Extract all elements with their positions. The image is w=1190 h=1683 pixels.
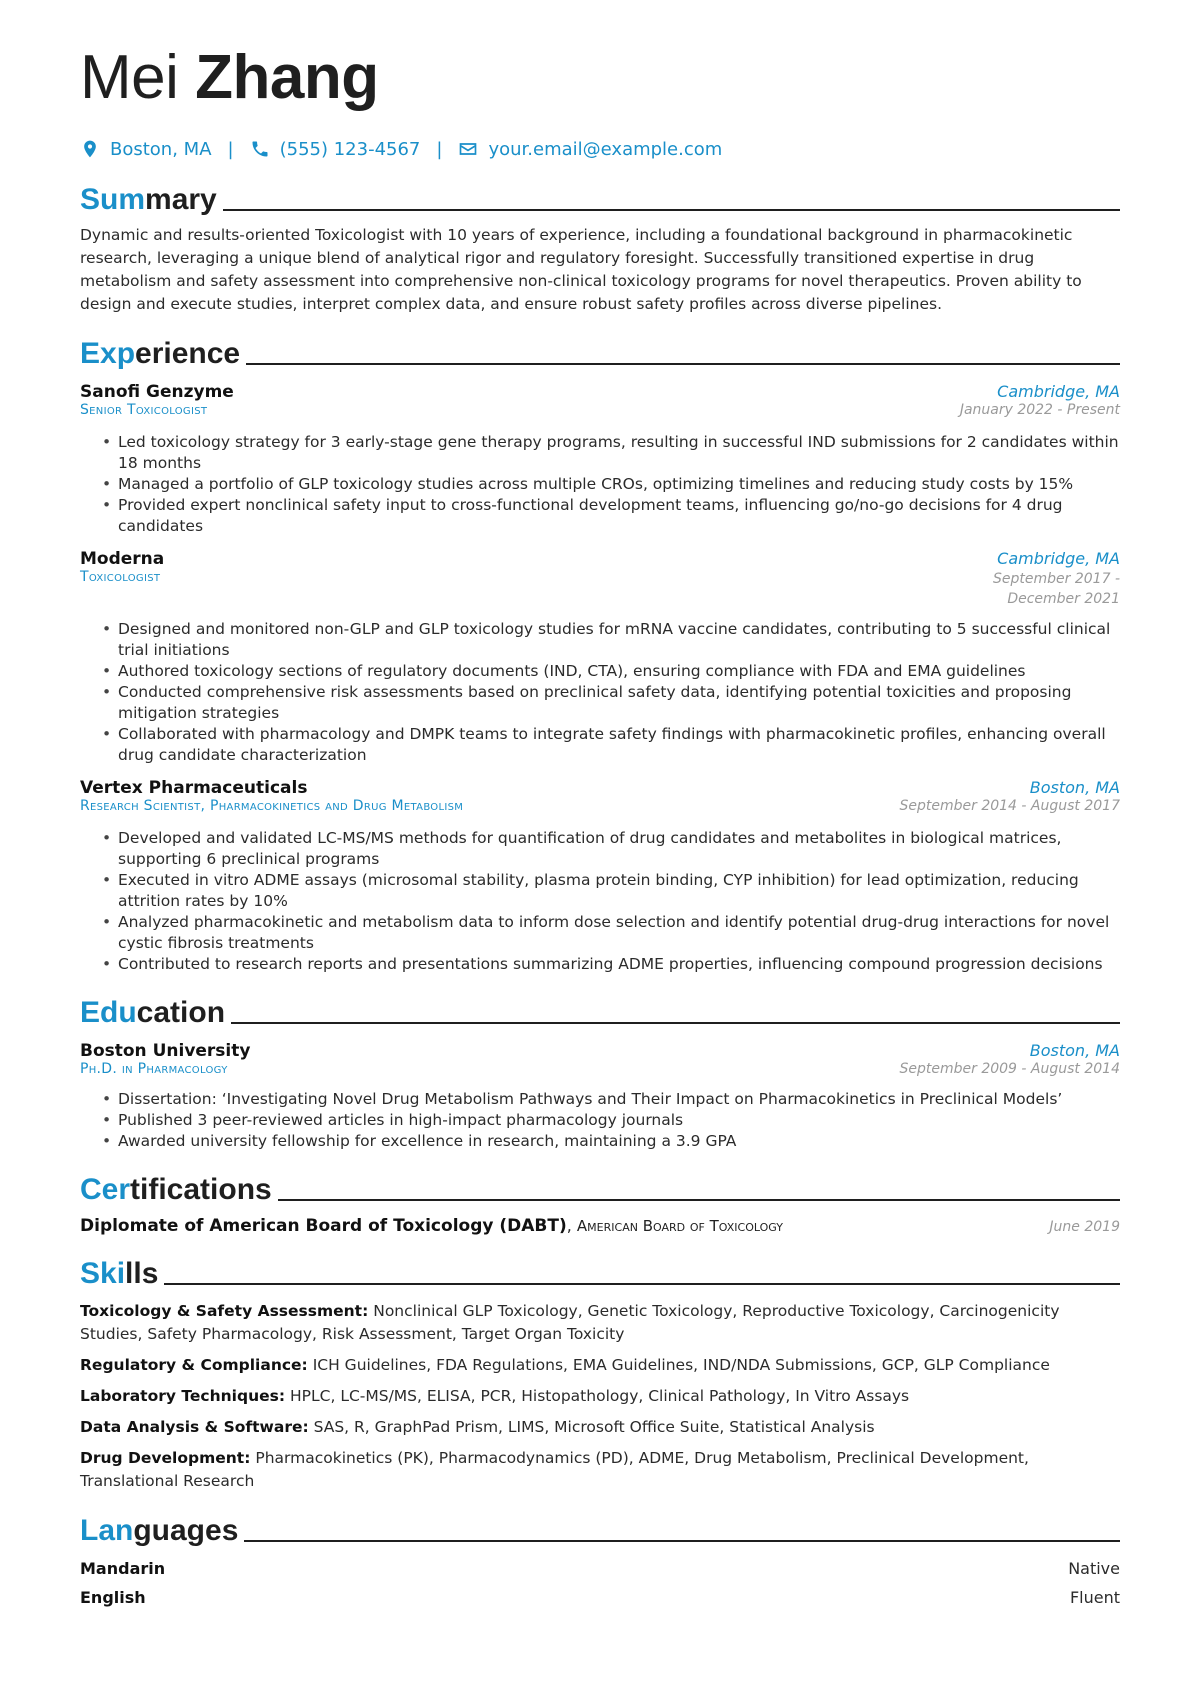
list-item: • Executed in vitro ADME assays (microsomal stability, plasma protein binding, CYP inhibition) for lead optimization, reducing attrition rates by 10% — [102, 870, 1120, 912]
language-row — [80, 1588, 1120, 1607]
job-entry — [80, 549, 1120, 766]
language-name: English — [80, 1588, 146, 1607]
job-title: Toxicologist — [80, 569, 161, 585]
job-dates: September 2014 - August 2017 — [899, 798, 1120, 814]
list-item: • Published 3 peer-reviewed articles in high-impact pharmacology journals — [102, 1110, 1120, 1131]
job-title: Research Scientist, Pharmacokinetics and Drug Metabolism — [80, 798, 464, 814]
list-item: • Conducted comprehensive risk assessments based on preclinical safety data, identifying potential toxicities and proposing mitigation strategies — [102, 682, 1120, 724]
language-row — [80, 1559, 1120, 1578]
list-item: • Managed a portfolio of GLP toxicology studies across multiple CROs, optimizing timelines and reducing study costs by 15% — [102, 474, 1120, 495]
skill-row: Laboratory Techniques: HPLC, LC-MS/MS, ELISA, PCR, Histopathology, Clinical Pathology, In Vitro Assays — [80, 1387, 910, 1405]
full-name — [80, 40, 1120, 116]
map-pin-icon — [80, 139, 100, 159]
phone-text: (555) 123-4567 — [279, 138, 421, 160]
resume-page — [80, 40, 1120, 1607]
list-item: • Collaborated with pharmacology and DMPK teams to integrate safety findings with pharmacokinetic profiles, enhancing overall drug candidate characterization — [102, 724, 1120, 766]
education-dates: September 2009 - August 2014 — [899, 1061, 1120, 1077]
language-name: Mandarin — [80, 1559, 166, 1578]
email-link[interactable]: your.email@example.com — [488, 138, 723, 160]
list-item: • Provided expert nonclinical safety input to cross-functional development teams, influencing go/no-go decisions for 4 drug candidates — [102, 495, 1120, 537]
summary-text: Dynamic and results-oriented Toxicologist with 10 years of experience, including a foundational background in pharmacokinetic research, leveraging a unique blend of analytical rigor and regulatory foresight. Successfully transitioned expertise in drug metabolism and safety assessment into comprehensive non-clinical toxicology programs for novel therapeutics. Proven ability to design and execute studies, interpret complex data, and ensure robust safety profiles across diverse pipelines. — [80, 226, 1082, 313]
contact-phone[interactable] — [250, 139, 421, 160]
job-location: Cambridge, MA — [997, 382, 1120, 401]
job-title: Senior Toxicologist — [80, 402, 208, 418]
envelope-icon — [458, 139, 478, 159]
skill-row: Regulatory & Compliance: ICH Guidelines, FDA Regulations, EMA Guidelines, IND/NDA Submissions, GCP, GLP Compliance — [80, 1356, 1050, 1374]
section-rule — [231, 1022, 1120, 1024]
job-bullets — [102, 432, 1120, 537]
certification-entry: Diplomate of American Board of Toxicology (DABT), American Board of Toxicology June 2019 — [80, 1216, 1120, 1236]
list-item: • Designed and monitored non-GLP and GLP toxicology studies for mRNA vaccine candidates, contributing to 5 successful clinical trial initiations — [102, 619, 1120, 661]
skill-row: Toxicology & Safety Assessment: Nonclinical GLP Toxicology, Genetic Toxicology, Reproductive Toxicology, Carcinogenicity Studies, Safety Pharmacology, Risk Assessment, Target Organ Toxicity — [80, 1302, 1060, 1343]
company-name: Sanofi Genzyme — [80, 382, 234, 402]
separator: | — [436, 138, 443, 160]
company-name: Vertex Pharmaceuticals — [80, 778, 308, 798]
contact-location — [80, 139, 212, 160]
education-entry — [80, 1041, 1120, 1152]
job-dates: January 2022 - Present — [959, 402, 1120, 418]
list-item: • Authored toxicology sections of regulatory documents (IND, CTA), ensuring compliance with FDA and EMA guidelines — [102, 661, 1120, 682]
last-name: Zhang — [195, 43, 379, 112]
list-item: • Dissertation: ‘Investigating Novel Drug Metabolism Pathways and Their Impact on Pharmacokinetics in Preclinical Models’ — [102, 1089, 1120, 1110]
section-rule — [278, 1199, 1120, 1201]
job-dates: September 2017 - December 2021 — [993, 571, 1120, 607]
first-name: Mei — [80, 43, 179, 112]
section-rule — [223, 209, 1120, 211]
job-bullets — [102, 828, 1120, 975]
contact-email[interactable] — [458, 139, 722, 160]
school-name: Boston University — [80, 1041, 251, 1061]
degree: Ph.D. in Pharmacology — [80, 1061, 228, 1077]
phone-icon — [250, 139, 270, 159]
company-name: Moderna — [80, 549, 165, 569]
job-location: Boston, MA — [1029, 778, 1120, 797]
location-text: Boston, MA — [110, 138, 212, 160]
list-item: • Led toxicology strategy for 3 early-stage gene therapy programs, resulting in successful IND submissions for 2 candidates within 18 months — [102, 432, 1120, 474]
certification-name: Diplomate of American Board of Toxicology (DABT) — [80, 1216, 567, 1236]
job-bullets — [102, 619, 1120, 766]
experience-heading: Experience — [80, 330, 1120, 372]
section-rule — [244, 1540, 1120, 1542]
section-rule — [164, 1283, 1120, 1285]
education-bullets — [102, 1089, 1120, 1152]
list-item: • Contributed to research reports and presentations summarizing ADME properties, influencing compound progression decisions — [102, 954, 1120, 975]
list-item: • Developed and validated LC-MS/MS methods for quantification of drug candidates and metabolites in biological matrices, supporting 6 preclinical programs — [102, 828, 1120, 870]
section-rule — [246, 363, 1120, 365]
language-level: Fluent — [1069, 1588, 1120, 1607]
skills-heading: Skills — [80, 1250, 1120, 1292]
job-entry — [80, 778, 1120, 975]
list-item: • Analyzed pharmacokinetic and metabolism data to inform dose selection and identify potential drug-drug interactions for novel cystic fibrosis treatments — [102, 912, 1120, 954]
certification-date: June 2019 — [1049, 1219, 1120, 1235]
certifications-heading: Certifications — [80, 1166, 1120, 1208]
skill-row: Drug Development: Pharmacokinetics (PK), Pharmacodynamics (PD), ADME, Drug Metabolism, Preclinical Development, Translational Research — [80, 1449, 1029, 1490]
school-location: Boston, MA — [1029, 1041, 1120, 1060]
separator: | — [227, 138, 234, 160]
language-level: Native — [1068, 1559, 1120, 1578]
contact-bar — [80, 136, 1120, 162]
summary-heading: Summary — [80, 176, 1120, 218]
languages-heading: Languages — [80, 1507, 1120, 1549]
job-location: Cambridge, MA — [997, 549, 1120, 568]
education-heading: Education — [80, 989, 1120, 1031]
job-entry — [80, 382, 1120, 537]
certification-org: American Board of Toxicology — [576, 1217, 783, 1235]
list-item: • Awarded university fellowship for excellence in research, maintaining a 3.9 GPA — [102, 1131, 1120, 1152]
skill-row: Data Analysis & Software: SAS, R, GraphPad Prism, LIMS, Microsoft Office Suite, Statistical Analysis — [80, 1418, 875, 1436]
